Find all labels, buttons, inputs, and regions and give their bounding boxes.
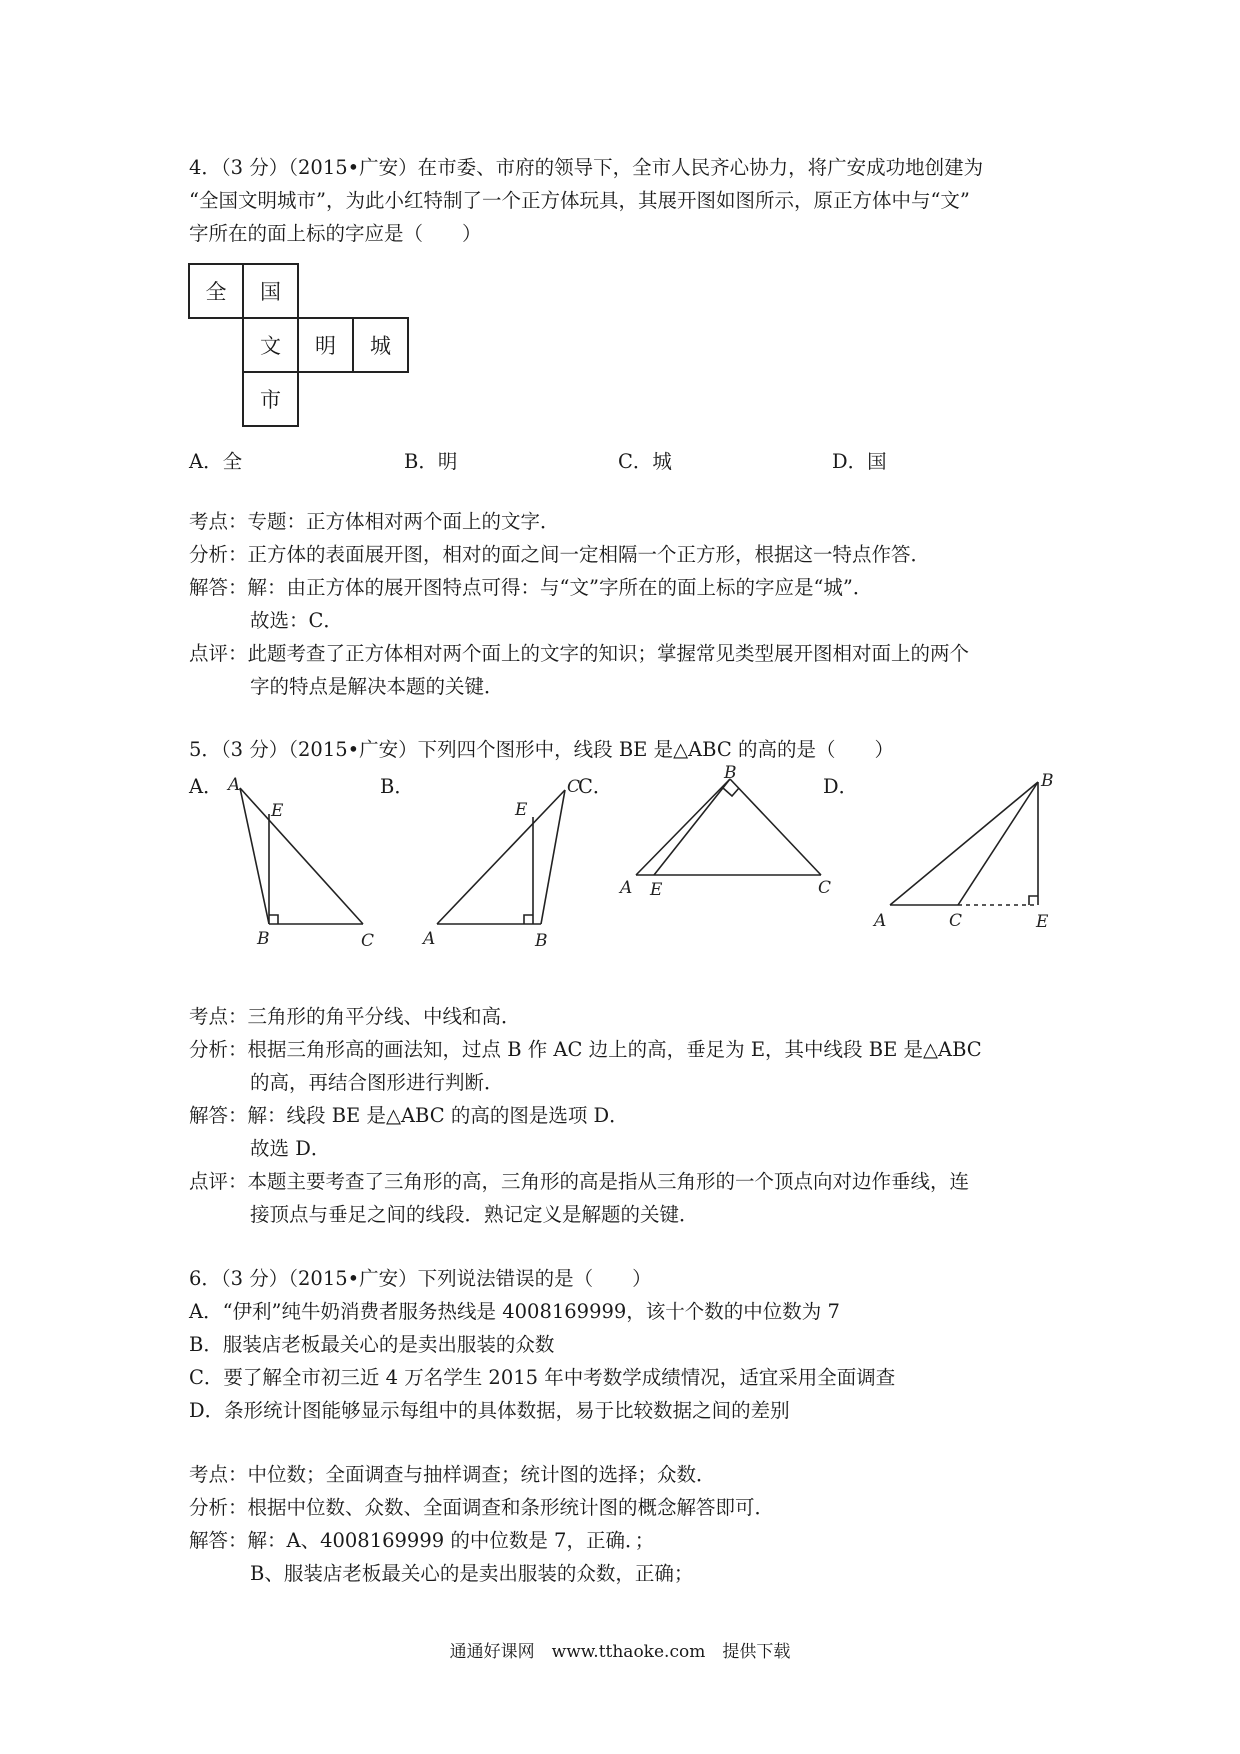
q4-kaodian: 考点：专题：正方体相对两个面上的文字． [189, 510, 560, 533]
fig-c-side-bc [730, 779, 821, 875]
q5-option-d-label: D． [823, 775, 859, 798]
fig-b-label-a: A [423, 929, 436, 949]
net-face-cheng: 城 [352, 317, 409, 373]
q5-dianping-line-1: 点评：本题主要考查了三角形的高，三角形的高是指从三角形的一个顶点向对边作垂线，连 [189, 1170, 970, 1193]
q6-fenxi: 分析：根据中位数、众数、全面调查和条形统计图的概念解答即可． [189, 1496, 775, 1519]
q6-stem: 6．（3 分）（2015•广安）下列说法错误的是（ ） [189, 1267, 652, 1290]
fig-b-label-c: C [567, 777, 581, 797]
fig-a-label-e: E [271, 801, 284, 821]
q4-option-d: D．国 [832, 450, 887, 473]
q5-jieda-line-2: 故选 D． [250, 1137, 331, 1160]
fig-a-side-ab [240, 788, 269, 924]
fig-c-label-a: A [620, 878, 633, 898]
fig-c-segment-be [654, 779, 730, 875]
fig-b-label-e: E [515, 800, 528, 820]
q4-stem-line-1: 4．（3 分）（2015•广安）在市委、市府的领导下，全市人民齐心协力，将广安成功地创建为 [189, 156, 984, 179]
fig-d-label-a: A [874, 911, 887, 931]
q5-jieda-line-1: 解答：解：线段 BE 是△ABC 的高的图是选项 D． [189, 1104, 629, 1127]
page-footer: 通通好课网 www.tthaoke.com 提供下载 [449, 1642, 791, 1662]
q6-option-a: A．“伊利”纯牛奶消费者服务热线是 4008169999，该十个数的中位数为 7 [189, 1300, 840, 1323]
q5-figure-d [860, 765, 1080, 945]
fig-d-side-ab [890, 782, 1038, 905]
fig-b-label-b: B [535, 931, 548, 951]
net-face-guo: 国 [242, 263, 299, 319]
fig-c-label-c: C [818, 878, 832, 898]
fig-c-label-b: B [724, 765, 737, 783]
q5-fenxi-line-2: 的高，再结合图形进行判断． [250, 1071, 504, 1094]
fig-a-side-ac [240, 788, 363, 924]
net-face-quan: 全 [188, 263, 244, 319]
fig-a-label-a: A [228, 775, 241, 795]
q5-fenxi-line-1: 分析：根据三角形高的画法知，过点 B 作 AC 边上的高，垂足为 E，其中线段 BE 是△ABC [189, 1038, 982, 1061]
q6-option-d: D．条形统计图能够显示每组中的具体数据，易于比较数据之间的差别 [189, 1399, 790, 1422]
q5-kaodian: 考点：三角形的角平分线、中线和高． [189, 1005, 521, 1028]
q5-option-a-label: A． [189, 775, 223, 798]
fig-d-label-c: C [949, 911, 963, 931]
fig-d-side-cb [958, 782, 1038, 905]
fig-a-right-angle [269, 915, 278, 924]
q4-stem-line-3: 字所在的面上标的字应是（ ） [189, 222, 482, 245]
q4-fenxi: 分析：正方体的表面展开图，相对的面之间一定相隔一个正方形，根据这一特点作答． [189, 543, 931, 566]
q4-option-a: A．全 [189, 450, 243, 473]
q5-option-b-label: B． [380, 775, 414, 798]
fig-c-label-e: E [650, 880, 663, 900]
net-face-shi: 市 [242, 371, 299, 427]
q6-kaodian: 考点：中位数；全面调查与抽样调查；统计图的选择；众数． [189, 1463, 716, 1486]
q6-option-c: C．要了解全市初三近 4 万名学生 2015 年中考数学成绩情况，适宜采用全面调查 [189, 1366, 896, 1389]
fig-b-side-cb [541, 790, 565, 924]
fig-a-label-c: C [361, 931, 375, 951]
fig-d-right-angle [1029, 896, 1038, 905]
q5-option-c-label: C． [578, 775, 613, 798]
fig-d-label-b: B [1041, 771, 1054, 791]
q5-figure-a [215, 770, 385, 960]
q4-stem-line-2: “全国文明城市”，为此小红特制了一个正方体玩具，其展开图如图所示，原正方体中与“文” [189, 189, 970, 212]
fig-d-label-e: E [1036, 912, 1049, 932]
q4-dianping-line-2: 字的特点是解决本题的关键． [250, 675, 504, 698]
q4-option-c: C．城 [618, 450, 672, 473]
q4-dianping-line-1: 点评：此题考查了正方体相对两个面上的文字的知识；掌握常见类型展开图相对面上的两个 [189, 642, 970, 665]
fig-c-side-ab [636, 779, 730, 875]
q6-jieda-line-2: B、服装店老板最关心的是卖出服装的众数，正确； [250, 1562, 694, 1585]
q5-stem: 5．（3 分）（2015•广安）下列四个图形中，线段 BE 是△ABC 的高的是（ ） [189, 738, 894, 761]
q5-figure-c [610, 765, 840, 935]
q6-jieda-line-1: 解答：解：A、4008169999 的中位数是 7，正确．； [189, 1529, 655, 1552]
q4-jieda-line-1: 解答：解：由正方体的展开图特点可得：与“文”字所在的面上标的字应是“城”． [189, 576, 873, 599]
fig-c-right-angle [723, 788, 739, 796]
fig-b-side-ac [437, 790, 565, 924]
q5-figure-b [415, 770, 585, 960]
q5-dianping-line-2: 接顶点与垂足之间的线段．熟记定义是解题的关键． [250, 1203, 699, 1226]
q4-jieda-line-2: 故选：C． [250, 609, 343, 632]
q4-option-b: B．明 [404, 450, 458, 473]
fig-b-right-angle [524, 915, 533, 924]
net-face-wen: 文 [242, 317, 299, 373]
net-face-ming: 明 [297, 317, 354, 373]
q6-option-b: B．服装店老板最关心的是卖出服装的众数 [189, 1333, 555, 1356]
fig-a-label-b: B [257, 929, 270, 949]
